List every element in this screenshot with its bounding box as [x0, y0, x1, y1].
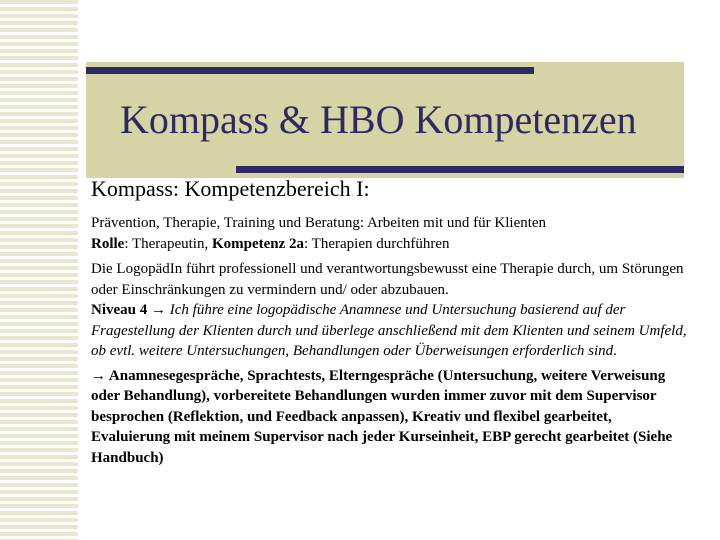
decorative-stripes — [0, 0, 78, 540]
niveau-end: . — [613, 343, 617, 359]
niveau-label: Niveau 4 — [91, 302, 148, 318]
title-accent-bar-bottom — [236, 166, 684, 173]
result-text: → Anamnesegespräche, Sprachtests, Elterngespräche (Untersuchung, weitere Verweisung oder Behandlung), vorbereitete Behandlungen wurden immer zuvor mit dem Supervisor besprochen (Reflektion, und Feedback anpassen), Kreativ und flexibel gearbeitet, Evaluierung mit meinem Supervisor nach jeder Kurseinheit, EBP gerecht gearbeitet (Siehe Handbuch) — [91, 367, 673, 466]
niveau-text: Ich führe eine logopädische Anamnese und Untersuchung basierend auf der Fragestellung der Klienten durch und überlege anschließend mit dem Klienten und seinem Umfeld, ob evtl. weitere Untersuchungen, Behandlungen oder Überweisungen erforderlich sind — [91, 302, 687, 359]
result-paragraph — [91, 366, 691, 469]
rolle-label: Rolle — [91, 235, 125, 252]
niveau-arrow: → — [147, 302, 170, 318]
intro-paragraph — [91, 213, 691, 254]
intro-line: Prävention, Therapie, Training und Beratung: Arbeiten mit und für Klienten — [91, 215, 547, 231]
description-text: Die LogopädIn führt professionell und verantwortungsbewusst eine Therapie durch, um Störungen oder Einschränkungen zu vermindern und/ oder abzubauen. — [91, 261, 684, 298]
rolle-text: : Therapeutin, — [124, 235, 212, 252]
kompetenz-text: : Therapien durchführen — [304, 235, 450, 252]
slide-content — [91, 175, 691, 468]
title-accent-bar-top — [86, 67, 534, 74]
kompetenz-label: Kompetenz 2a — [211, 235, 305, 252]
description-paragraph — [91, 259, 691, 362]
slide-title: Kompass & HBO Kompetenzen — [120, 97, 637, 142]
slide-subtitle: Kompass: Kompetenzbereich I: — [91, 176, 370, 201]
